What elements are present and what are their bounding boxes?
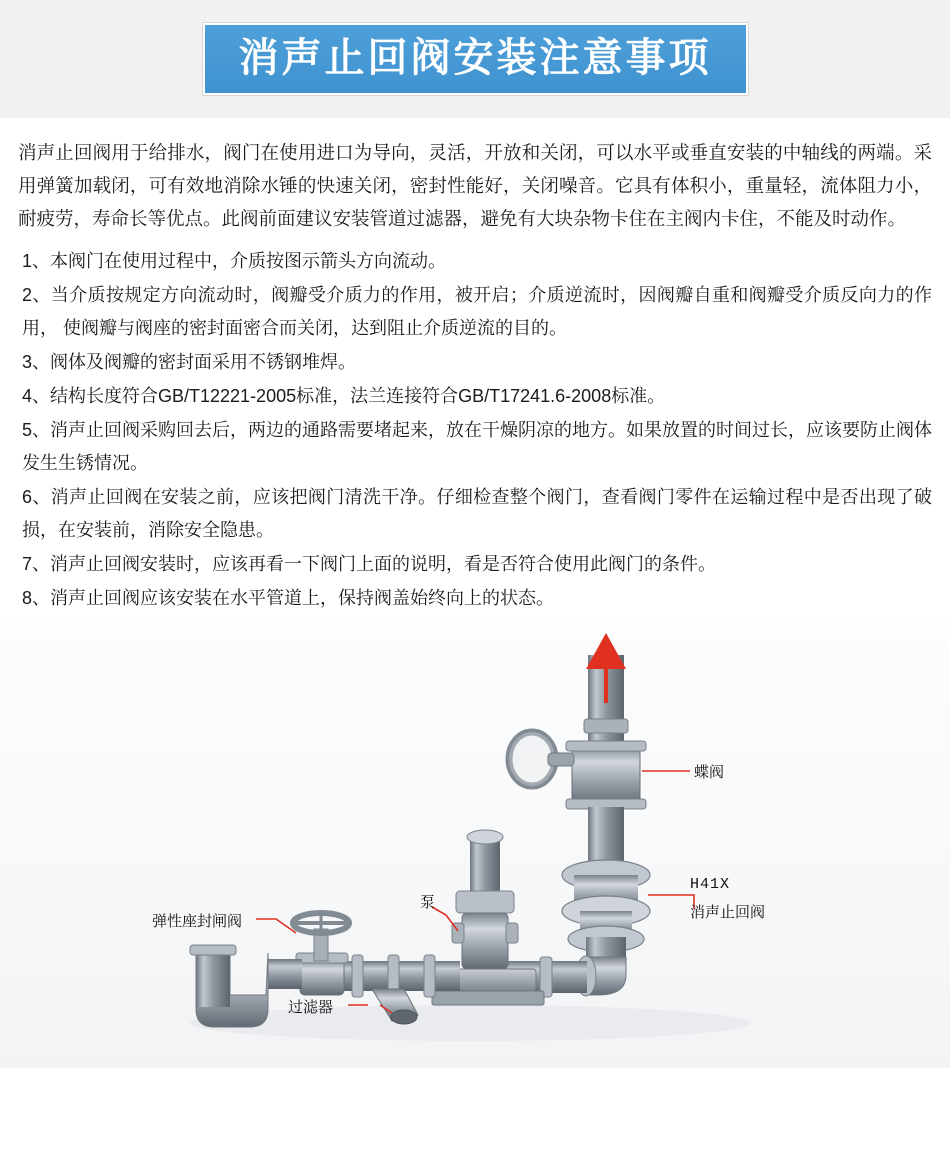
list-item: 3、阀体及阀瓣的密封面采用不锈钢堆焊。: [22, 352, 357, 372]
list-item: 7、消声止回阀安装时，应该再看一下阀门上面的说明，看是否符合使用此阀门的条件。: [22, 554, 717, 574]
piping-illustration: [0, 623, 950, 1068]
page-title: 消声止回阀安装注意事项: [238, 36, 712, 80]
label-strainer: 过滤器: [288, 999, 334, 1016]
article-content: [0, 118, 950, 615]
leader-check-valve: [648, 895, 694, 909]
label-model-code: H41X: [690, 876, 731, 893]
list-item: 4、结构长度符合GB/T12221-2005标准，法兰连接符合GB/T17241.6-2008标准。: [22, 386, 666, 406]
list-item: 6、消声止回阀在安装之前，应该把阀门清洗干净。仔细检查整个阀门，查看阀门零件在运输过程中是否出现了破损，在安装前，消除安全隐患。: [22, 487, 932, 540]
diagram-canvas: [0, 623, 950, 1068]
header-banner: [0, 0, 950, 118]
list-item: 8、消声止回阀应该安装在水平管道上，保持阀盖始终向上的状态。: [22, 588, 555, 608]
header-banner-box: [203, 23, 748, 95]
label-elastic-seat-gate-valve: 弹性座封闸阀: [152, 913, 243, 930]
label-pump: 泵: [420, 894, 436, 911]
notes-list: [18, 245, 932, 615]
label-butterfly-valve: 蝶阀: [694, 764, 725, 781]
list-item: 1、本阀门在使用过程中，介质按图示箭头方向流动。: [22, 251, 447, 271]
intro-paragraph: 消声止回阀用于给排水，阀门在使用进口为导向，灵活，开放和关闭，可以水平或垂直安装的中轴线的两端。采用弹簧加载闭，可有效地消除水锤的快速关闭，密封性能好，关闭噪音。它具有体积小，重量轻，流体阻力小，耐疲劳，寿命长等优点。此阀前面建议安装管道过滤器，避免有大块杂物卡住在主阀内卡住，不能及时动作。: [18, 142, 932, 229]
installation-diagram: [0, 623, 950, 1068]
list-item: 2、当介质按规定方向流动时，阀瓣受介质力的作用，被开启；介质逆流时，因阀瓣自重和阀瓣受介质反向力的作用， 使阀瓣与阀座的密封面密合而关闭，达到阻止介质逆流的目的。: [22, 285, 932, 338]
list-item: 5、消声止回阀采购回去后，两边的通路需要堵起来，放在干燥阴凉的地方。如果放置的时间过长，应该要防止阀体发生生锈情况。: [22, 420, 933, 473]
label-check-valve: 消声止回阀: [690, 904, 766, 921]
leader-gate-valve: [256, 919, 296, 933]
